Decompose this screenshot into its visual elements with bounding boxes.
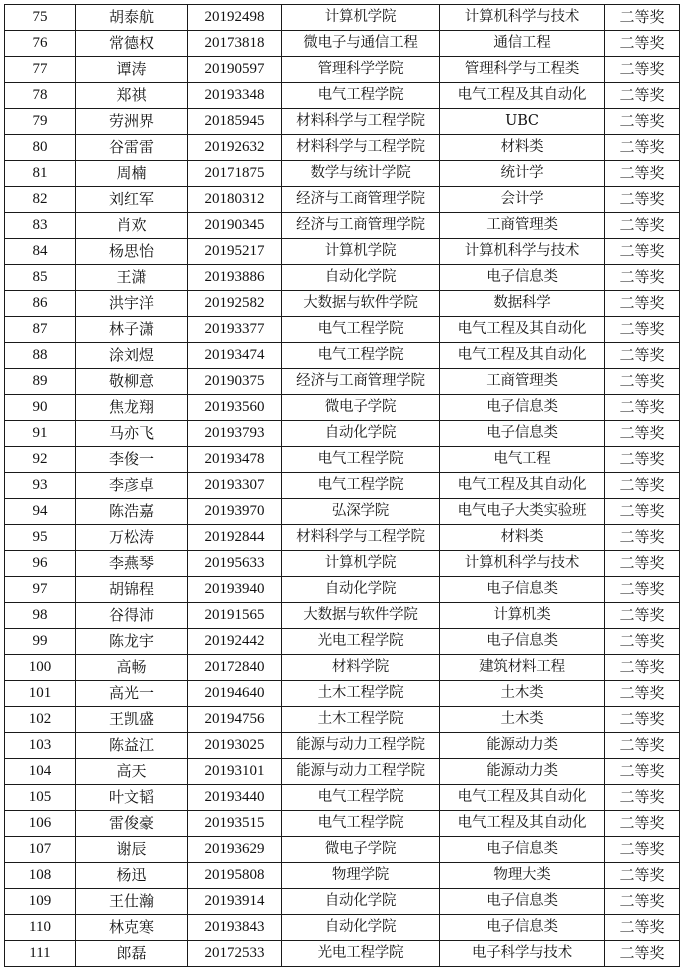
student-id-cell: 20192582 bbox=[188, 291, 282, 317]
award-cell: 二等奖 bbox=[605, 473, 680, 499]
college-cell: 数学与统计学院 bbox=[282, 161, 440, 187]
major-cell: 土木类 bbox=[440, 681, 605, 707]
table-row bbox=[5, 499, 680, 525]
award-cell: 二等奖 bbox=[605, 889, 680, 915]
student-name-cell: 万松涛 bbox=[76, 525, 188, 551]
student-id-cell: 20193440 bbox=[188, 785, 282, 811]
award-cell: 二等奖 bbox=[605, 5, 680, 31]
student-name-cell: 郑祺 bbox=[76, 83, 188, 109]
major-cell: 计算机科学与技术 bbox=[440, 551, 605, 577]
table-row bbox=[5, 395, 680, 421]
table-row bbox=[5, 655, 680, 681]
student-name-cell: 谷得沛 bbox=[76, 603, 188, 629]
college-cell: 自动化学院 bbox=[282, 915, 440, 941]
table-row bbox=[5, 291, 680, 317]
row-number-cell: 106 bbox=[5, 811, 76, 837]
student-name-cell: 杨迅 bbox=[76, 863, 188, 889]
student-name-cell: 高天 bbox=[76, 759, 188, 785]
college-cell: 物理学院 bbox=[282, 863, 440, 889]
table-row bbox=[5, 629, 680, 655]
student-id-cell: 20194756 bbox=[188, 707, 282, 733]
college-cell: 土木工程学院 bbox=[282, 681, 440, 707]
student-name-cell: 敬柳意 bbox=[76, 369, 188, 395]
college-cell: 光电工程学院 bbox=[282, 629, 440, 655]
award-cell: 二等奖 bbox=[605, 681, 680, 707]
row-number-cell: 97 bbox=[5, 577, 76, 603]
student-id-cell: 20193886 bbox=[188, 265, 282, 291]
award-cell: 二等奖 bbox=[605, 655, 680, 681]
award-cell: 二等奖 bbox=[605, 525, 680, 551]
student-id-cell: 20191565 bbox=[188, 603, 282, 629]
college-cell: 材料科学与工程学院 bbox=[282, 135, 440, 161]
row-number-cell: 91 bbox=[5, 421, 76, 447]
college-cell: 大数据与软件学院 bbox=[282, 291, 440, 317]
row-number-cell: 79 bbox=[5, 109, 76, 135]
row-number-cell: 87 bbox=[5, 317, 76, 343]
row-number-cell: 107 bbox=[5, 837, 76, 863]
row-number-cell: 89 bbox=[5, 369, 76, 395]
college-cell: 微电子学院 bbox=[282, 395, 440, 421]
award-cell: 二等奖 bbox=[605, 135, 680, 161]
student-id-cell: 20193474 bbox=[188, 343, 282, 369]
award-cell: 二等奖 bbox=[605, 551, 680, 577]
table-row bbox=[5, 525, 680, 551]
table-row bbox=[5, 369, 680, 395]
college-cell: 微电子学院 bbox=[282, 837, 440, 863]
student-id-cell: 20172533 bbox=[188, 941, 282, 967]
student-name-cell: 李燕琴 bbox=[76, 551, 188, 577]
student-id-cell: 20193970 bbox=[188, 499, 282, 525]
row-number-cell: 81 bbox=[5, 161, 76, 187]
student-name-cell: 周楠 bbox=[76, 161, 188, 187]
award-cell: 二等奖 bbox=[605, 447, 680, 473]
major-cell: 土木类 bbox=[440, 707, 605, 733]
major-cell: 物理大类 bbox=[440, 863, 605, 889]
college-cell: 计算机学院 bbox=[282, 5, 440, 31]
student-name-cell: 谭涛 bbox=[76, 57, 188, 83]
student-name-cell: 焦龙翔 bbox=[76, 395, 188, 421]
table-row bbox=[5, 135, 680, 161]
student-name-cell: 陈益江 bbox=[76, 733, 188, 759]
award-cell: 二等奖 bbox=[605, 83, 680, 109]
table-row bbox=[5, 551, 680, 577]
award-cell: 二等奖 bbox=[605, 863, 680, 889]
student-id-cell: 20190345 bbox=[188, 213, 282, 239]
table-row bbox=[5, 941, 680, 967]
major-cell: 数据科学 bbox=[440, 291, 605, 317]
row-number-cell: 92 bbox=[5, 447, 76, 473]
major-cell: 计算机类 bbox=[440, 603, 605, 629]
row-number-cell: 84 bbox=[5, 239, 76, 265]
college-cell: 微电子与通信工程 bbox=[282, 31, 440, 57]
student-name-cell: 胡锦程 bbox=[76, 577, 188, 603]
row-number-cell: 75 bbox=[5, 5, 76, 31]
award-cell: 二等奖 bbox=[605, 109, 680, 135]
row-number-cell: 99 bbox=[5, 629, 76, 655]
award-cell: 二等奖 bbox=[605, 291, 680, 317]
college-cell: 计算机学院 bbox=[282, 239, 440, 265]
major-cell: 电气工程 bbox=[440, 447, 605, 473]
college-cell: 自动化学院 bbox=[282, 265, 440, 291]
row-number-cell: 78 bbox=[5, 83, 76, 109]
row-number-cell: 108 bbox=[5, 863, 76, 889]
student-id-cell: 20180312 bbox=[188, 187, 282, 213]
major-cell: 材料类 bbox=[440, 135, 605, 161]
student-name-cell: 郎磊 bbox=[76, 941, 188, 967]
table-row bbox=[5, 759, 680, 785]
major-cell: 电气工程及其自动化 bbox=[440, 473, 605, 499]
row-number-cell: 94 bbox=[5, 499, 76, 525]
table-row bbox=[5, 109, 680, 135]
award-cell: 二等奖 bbox=[605, 31, 680, 57]
student-id-cell: 20192498 bbox=[188, 5, 282, 31]
college-cell: 能源与动力工程学院 bbox=[282, 733, 440, 759]
college-cell: 材料科学与工程学院 bbox=[282, 109, 440, 135]
major-cell: 电子信息类 bbox=[440, 265, 605, 291]
student-id-cell: 20190597 bbox=[188, 57, 282, 83]
college-cell: 电气工程学院 bbox=[282, 447, 440, 473]
college-cell: 经济与工商管理学院 bbox=[282, 213, 440, 239]
college-cell: 电气工程学院 bbox=[282, 83, 440, 109]
award-cell: 二等奖 bbox=[605, 915, 680, 941]
major-cell: 能源动力类 bbox=[440, 759, 605, 785]
row-number-cell: 102 bbox=[5, 707, 76, 733]
row-number-cell: 86 bbox=[5, 291, 76, 317]
college-cell: 经济与工商管理学院 bbox=[282, 187, 440, 213]
award-cell: 二等奖 bbox=[605, 343, 680, 369]
table-row bbox=[5, 161, 680, 187]
award-cell: 二等奖 bbox=[605, 733, 680, 759]
table-row bbox=[5, 577, 680, 603]
student-id-cell: 20193940 bbox=[188, 577, 282, 603]
major-cell: 工商管理类 bbox=[440, 213, 605, 239]
row-number-cell: 109 bbox=[5, 889, 76, 915]
student-name-cell: 雷俊豪 bbox=[76, 811, 188, 837]
student-id-cell: 20193914 bbox=[188, 889, 282, 915]
table-row bbox=[5, 239, 680, 265]
award-cell: 二等奖 bbox=[605, 629, 680, 655]
row-number-cell: 104 bbox=[5, 759, 76, 785]
student-name-cell: 涂刘煜 bbox=[76, 343, 188, 369]
student-name-cell: 谢辰 bbox=[76, 837, 188, 863]
student-name-cell: 林子潇 bbox=[76, 317, 188, 343]
student-name-cell: 胡泰航 bbox=[76, 5, 188, 31]
student-id-cell: 20193478 bbox=[188, 447, 282, 473]
college-cell: 电气工程学院 bbox=[282, 317, 440, 343]
major-cell: 电气电子大类实验班 bbox=[440, 499, 605, 525]
row-number-cell: 93 bbox=[5, 473, 76, 499]
student-id-cell: 20195217 bbox=[188, 239, 282, 265]
student-id-cell: 20194640 bbox=[188, 681, 282, 707]
table-row bbox=[5, 187, 680, 213]
award-cell: 二等奖 bbox=[605, 577, 680, 603]
student-id-cell: 20193101 bbox=[188, 759, 282, 785]
student-id-cell: 20195808 bbox=[188, 863, 282, 889]
college-cell: 弘深学院 bbox=[282, 499, 440, 525]
major-cell: 统计学 bbox=[440, 161, 605, 187]
award-cell: 二等奖 bbox=[605, 941, 680, 967]
college-cell: 管理科学学院 bbox=[282, 57, 440, 83]
table-row bbox=[5, 57, 680, 83]
student-name-cell: 肖欢 bbox=[76, 213, 188, 239]
award-cell: 二等奖 bbox=[605, 811, 680, 837]
table-row bbox=[5, 603, 680, 629]
student-id-cell: 20193025 bbox=[188, 733, 282, 759]
student-name-cell: 杨思怡 bbox=[76, 239, 188, 265]
student-id-cell: 20193377 bbox=[188, 317, 282, 343]
student-id-cell: 20193843 bbox=[188, 915, 282, 941]
student-name-cell: 王潇 bbox=[76, 265, 188, 291]
major-cell: 电子信息类 bbox=[440, 577, 605, 603]
table-row bbox=[5, 889, 680, 915]
major-cell: 材料类 bbox=[440, 525, 605, 551]
award-cell: 二等奖 bbox=[605, 499, 680, 525]
college-cell: 电气工程学院 bbox=[282, 473, 440, 499]
student-id-cell: 20192844 bbox=[188, 525, 282, 551]
major-cell: 电子信息类 bbox=[440, 629, 605, 655]
row-number-cell: 80 bbox=[5, 135, 76, 161]
table-row bbox=[5, 681, 680, 707]
student-id-cell: 20193515 bbox=[188, 811, 282, 837]
table-row bbox=[5, 265, 680, 291]
major-cell: 管理科学与工程类 bbox=[440, 57, 605, 83]
major-cell: 能源动力类 bbox=[440, 733, 605, 759]
award-cell: 二等奖 bbox=[605, 837, 680, 863]
major-cell: 电气工程及其自动化 bbox=[440, 317, 605, 343]
student-id-cell: 20192632 bbox=[188, 135, 282, 161]
table-row bbox=[5, 447, 680, 473]
award-cell: 二等奖 bbox=[605, 369, 680, 395]
table-row bbox=[5, 811, 680, 837]
student-name-cell: 谷雷雷 bbox=[76, 135, 188, 161]
major-cell: 电气工程及其自动化 bbox=[440, 811, 605, 837]
major-cell: 电气工程及其自动化 bbox=[440, 83, 605, 109]
award-cell: 二等奖 bbox=[605, 161, 680, 187]
award-cell: 二等奖 bbox=[605, 759, 680, 785]
college-cell: 电气工程学院 bbox=[282, 785, 440, 811]
major-cell: 电子信息类 bbox=[440, 837, 605, 863]
student-name-cell: 陈龙宇 bbox=[76, 629, 188, 655]
row-number-cell: 96 bbox=[5, 551, 76, 577]
row-number-cell: 95 bbox=[5, 525, 76, 551]
table-row bbox=[5, 343, 680, 369]
row-number-cell: 90 bbox=[5, 395, 76, 421]
table-row bbox=[5, 707, 680, 733]
row-number-cell: 88 bbox=[5, 343, 76, 369]
student-name-cell: 高畅 bbox=[76, 655, 188, 681]
row-number-cell: 82 bbox=[5, 187, 76, 213]
student-name-cell: 林克寒 bbox=[76, 915, 188, 941]
major-cell: 电子信息类 bbox=[440, 421, 605, 447]
award-list-sheet bbox=[4, 4, 679, 967]
major-cell: 电子信息类 bbox=[440, 889, 605, 915]
college-cell: 自动化学院 bbox=[282, 577, 440, 603]
award-cell: 二等奖 bbox=[605, 239, 680, 265]
award-cell: 二等奖 bbox=[605, 421, 680, 447]
major-cell: 计算机科学与技术 bbox=[440, 239, 605, 265]
student-name-cell: 叶文韬 bbox=[76, 785, 188, 811]
college-cell: 自动化学院 bbox=[282, 421, 440, 447]
row-number-cell: 83 bbox=[5, 213, 76, 239]
table-row bbox=[5, 421, 680, 447]
student-id-cell: 20193793 bbox=[188, 421, 282, 447]
table-row bbox=[5, 317, 680, 343]
major-cell: 电气工程及其自动化 bbox=[440, 785, 605, 811]
row-number-cell: 105 bbox=[5, 785, 76, 811]
student-name-cell: 常德权 bbox=[76, 31, 188, 57]
award-cell: 二等奖 bbox=[605, 395, 680, 421]
award-cell: 二等奖 bbox=[605, 57, 680, 83]
college-cell: 材料学院 bbox=[282, 655, 440, 681]
row-number-cell: 100 bbox=[5, 655, 76, 681]
major-cell: 电子信息类 bbox=[440, 395, 605, 421]
row-number-cell: 98 bbox=[5, 603, 76, 629]
student-id-cell: 20193629 bbox=[188, 837, 282, 863]
student-name-cell: 陈浩嘉 bbox=[76, 499, 188, 525]
student-name-cell: 洪宇洋 bbox=[76, 291, 188, 317]
award-cell: 二等奖 bbox=[605, 707, 680, 733]
student-id-cell: 20195633 bbox=[188, 551, 282, 577]
student-id-cell: 20193307 bbox=[188, 473, 282, 499]
student-name-cell: 李俊一 bbox=[76, 447, 188, 473]
student-id-cell: 20172840 bbox=[188, 655, 282, 681]
table-row bbox=[5, 213, 680, 239]
major-cell: 工商管理类 bbox=[440, 369, 605, 395]
student-name-cell: 王凯盛 bbox=[76, 707, 188, 733]
college-cell: 电气工程学院 bbox=[282, 811, 440, 837]
award-cell: 二等奖 bbox=[605, 603, 680, 629]
major-cell: 建筑材料工程 bbox=[440, 655, 605, 681]
table-row bbox=[5, 733, 680, 759]
student-id-cell: 20193348 bbox=[188, 83, 282, 109]
student-name-cell: 王仕瀚 bbox=[76, 889, 188, 915]
college-cell: 光电工程学院 bbox=[282, 941, 440, 967]
major-cell: 电气工程及其自动化 bbox=[440, 343, 605, 369]
row-number-cell: 103 bbox=[5, 733, 76, 759]
major-cell: 通信工程 bbox=[440, 31, 605, 57]
award-cell: 二等奖 bbox=[605, 785, 680, 811]
student-id-cell: 20173818 bbox=[188, 31, 282, 57]
college-cell: 大数据与软件学院 bbox=[282, 603, 440, 629]
row-number-cell: 101 bbox=[5, 681, 76, 707]
college-cell: 计算机学院 bbox=[282, 551, 440, 577]
award-cell: 二等奖 bbox=[605, 213, 680, 239]
award-cell: 二等奖 bbox=[605, 265, 680, 291]
table-row bbox=[5, 837, 680, 863]
row-number-cell: 76 bbox=[5, 31, 76, 57]
table-row bbox=[5, 5, 680, 31]
table-row bbox=[5, 863, 680, 889]
student-id-cell: 20190375 bbox=[188, 369, 282, 395]
college-cell: 自动化学院 bbox=[282, 889, 440, 915]
student-name-cell: 劳洲界 bbox=[76, 109, 188, 135]
major-cell: 计算机科学与技术 bbox=[440, 5, 605, 31]
college-cell: 经济与工商管理学院 bbox=[282, 369, 440, 395]
student-id-cell: 20185945 bbox=[188, 109, 282, 135]
table-row bbox=[5, 473, 680, 499]
award-table bbox=[4, 4, 680, 967]
award-table-body bbox=[5, 5, 680, 967]
major-cell: 会计学 bbox=[440, 187, 605, 213]
table-row bbox=[5, 83, 680, 109]
table-row bbox=[5, 785, 680, 811]
row-number-cell: 110 bbox=[5, 915, 76, 941]
row-number-cell: 85 bbox=[5, 265, 76, 291]
student-name-cell: 高光一 bbox=[76, 681, 188, 707]
college-cell: 土木工程学院 bbox=[282, 707, 440, 733]
student-name-cell: 刘红军 bbox=[76, 187, 188, 213]
major-cell: UBC bbox=[440, 109, 605, 135]
table-row bbox=[5, 915, 680, 941]
major-cell: 电子科学与技术 bbox=[440, 941, 605, 967]
award-cell: 二等奖 bbox=[605, 187, 680, 213]
table-row bbox=[5, 31, 680, 57]
college-cell: 材料科学与工程学院 bbox=[282, 525, 440, 551]
student-name-cell: 李彦卓 bbox=[76, 473, 188, 499]
college-cell: 电气工程学院 bbox=[282, 343, 440, 369]
college-cell: 能源与动力工程学院 bbox=[282, 759, 440, 785]
row-number-cell: 77 bbox=[5, 57, 76, 83]
student-id-cell: 20192442 bbox=[188, 629, 282, 655]
student-name-cell: 马亦飞 bbox=[76, 421, 188, 447]
student-id-cell: 20193560 bbox=[188, 395, 282, 421]
award-cell: 二等奖 bbox=[605, 317, 680, 343]
major-cell: 电子信息类 bbox=[440, 915, 605, 941]
student-id-cell: 20171875 bbox=[188, 161, 282, 187]
row-number-cell: 111 bbox=[5, 941, 76, 967]
